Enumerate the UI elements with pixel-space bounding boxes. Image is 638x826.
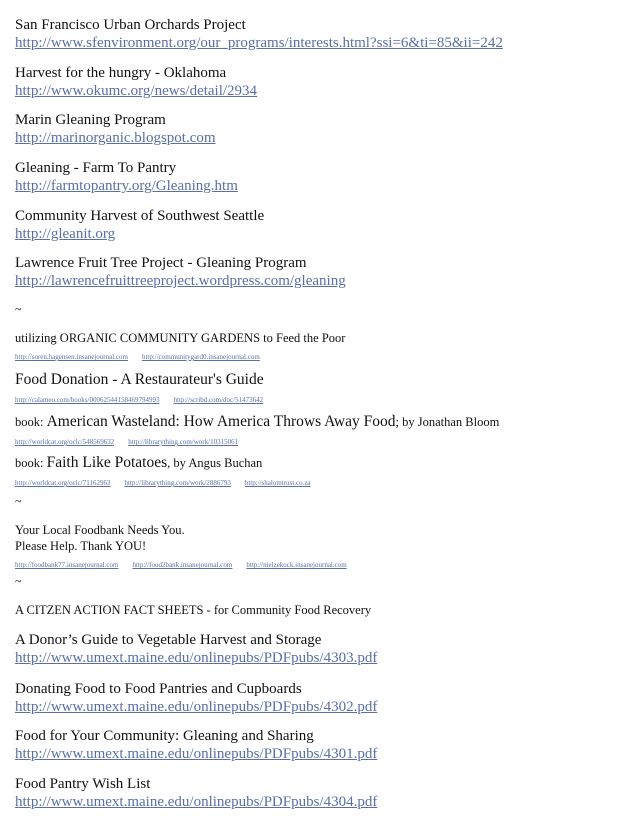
tiny-link[interactable]: http://foodbank77.insanejournal.com [15, 561, 119, 569]
potatoes-section [15, 453, 630, 490]
item-title: A Donor’s Guide to Vegetable Harvest and Storage [15, 632, 322, 648]
tiny-link[interactable]: http://food2bank.insanejournal.com [132, 561, 233, 569]
book-title: Faith Like Potatoes [46, 454, 168, 471]
item-link[interactable]: http://marinorganic.blogspot.com [15, 130, 216, 146]
list-item [15, 727, 630, 763]
item-link[interactable]: http://www.umext.maine.edu/onlinepubs/PDFpubs/4302.pdf [15, 699, 378, 715]
item-link[interactable]: http://lawrencefruittreeproject.wordpress.com/gleaning [15, 273, 346, 289]
item-title: Food Pantry Wish List [15, 776, 151, 792]
item-title: Harvest for the hungry - Oklahoma [15, 65, 227, 81]
separator-tilde: ~ [15, 574, 22, 588]
separator-tilde: ~ [15, 494, 22, 508]
tiny-link[interactable]: http://shalomtrust.co.za [244, 479, 311, 487]
book-title: American Wasteland: How America Throws Away Food [46, 413, 396, 430]
tiny-link[interactable]: http://librarything.com/work/10315061 [128, 438, 239, 446]
list-item [15, 680, 630, 716]
list-item [15, 775, 630, 811]
item-link[interactable]: http://www.umext.maine.edu/onlinepubs/PDFpubs/4304.pdf [15, 794, 378, 810]
item-title: Community Harvest of Southwest Seattle [15, 208, 265, 224]
list-item [15, 254, 630, 290]
fact-sheets-heading: A CITZEN ACTION FACT SHEETS - for Community Food Recovery [15, 603, 372, 617]
item-title: Lawrence Fruit Tree Project - Gleaning Program [15, 255, 307, 271]
book-author: ; by Jonathan Bloom [395, 415, 500, 429]
foodbank-line2: Please Help. Thank YOU! [15, 539, 147, 553]
tiny-link[interactable]: http://worldcat.org/oclc/548569632 [15, 438, 115, 446]
separator-tilde: ~ [15, 302, 22, 316]
tiny-link[interactable]: http://worldcat.org/oclc/71162963 [15, 479, 111, 487]
item-title: Marin Gleaning Program [15, 112, 166, 128]
tiny-link[interactable]: http://communitygard0.insanejournal.com [141, 353, 260, 361]
restaurateur-title: Food Donation - A Restaurateur's Guide [15, 371, 264, 388]
restaurateur-section [15, 370, 630, 407]
list-item [15, 16, 630, 52]
foodbank-line1: Your Local Foodbank Needs You. [15, 523, 185, 537]
item-link[interactable]: http://www.umext.maine.edu/onlinepubs/PDFpubs/4303.pdf [15, 650, 378, 666]
book-author: , by Angus Buchan [167, 456, 263, 470]
book-prefix: book: [15, 456, 47, 470]
tiny-link[interactable]: http://librarything.com/work/2886793 [124, 479, 231, 487]
tiny-link[interactable]: http://calameo.com/books/00062544158469794993 [15, 396, 160, 404]
gardens-text: utilizing ORGANIC COMMUNITY GARDENS to Feed the Poor [15, 331, 346, 345]
item-link[interactable]: http://gleanit.org [15, 226, 116, 242]
list-item [15, 64, 630, 100]
tiny-link[interactable]: http://scribd.com/doc/51473642 [173, 396, 264, 404]
item-link[interactable]: http://www.umext.maine.edu/onlinepubs/PDFpubs/4301.pdf [15, 746, 378, 762]
item-title: Food for Your Community: Gleaning and Sharing [15, 728, 314, 744]
item-link[interactable]: http://www.okumc.org/news/detail/2934 [15, 83, 258, 99]
item-title: San Francisco Urban Orchards Project [15, 17, 246, 33]
list-item [15, 111, 630, 147]
tiny-link[interactable]: http://nielzekock.insanejournal.com [246, 561, 347, 569]
list-item [15, 159, 630, 195]
book-prefix: book: [15, 415, 47, 429]
foodbank-section [15, 522, 630, 572]
wasteland-section [15, 412, 630, 449]
list-item [15, 631, 630, 667]
item-title: Gleaning - Farm To Pantry [15, 160, 177, 176]
item-title: Donating Food to Food Pantries and Cupboards [15, 681, 302, 697]
list-item [15, 207, 630, 243]
item-link[interactable]: http://farmtopantry.org/Gleaning.htm [15, 178, 238, 194]
gardens-section [15, 330, 630, 364]
tiny-link[interactable]: http://soren.hagensen.insanejournal.com [15, 353, 128, 361]
item-link[interactable]: http://www.sfenvironment.org/our_programs/interests.html?ssi=6&ti=85&ii=242 [15, 35, 503, 51]
